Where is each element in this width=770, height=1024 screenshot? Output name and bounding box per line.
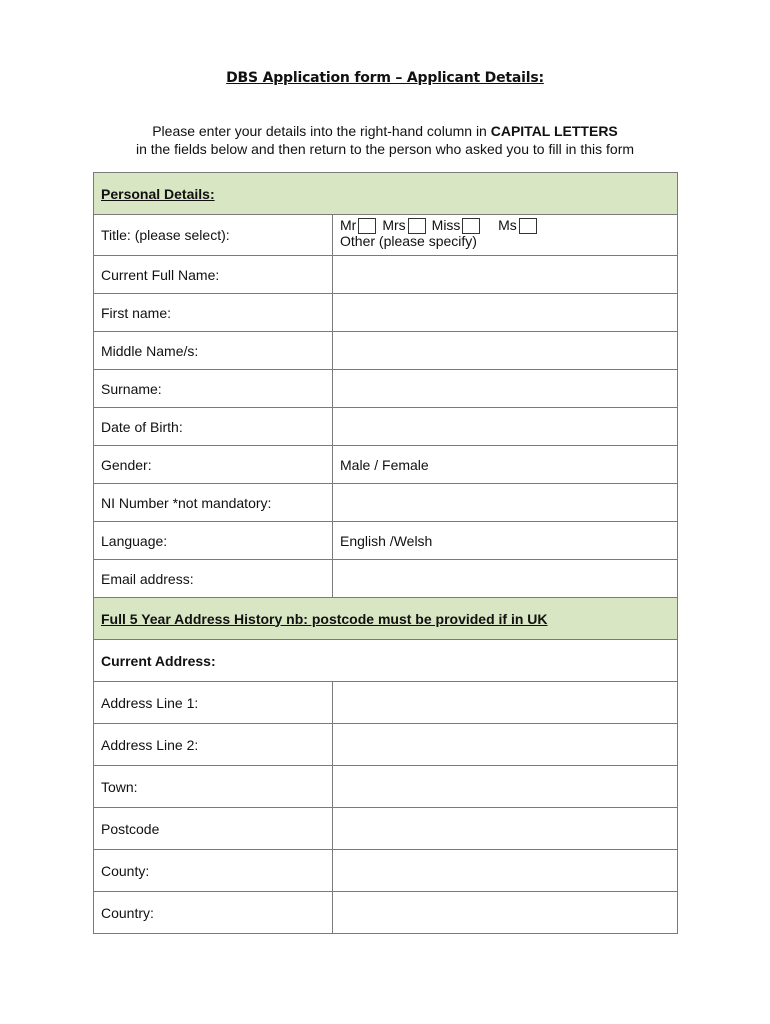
first-name-input[interactable] — [333, 294, 678, 332]
title-other-label[interactable]: Other (please specify) — [340, 233, 477, 249]
language-field[interactable]: English /Welsh — [333, 522, 678, 560]
field-label: Town: — [94, 766, 333, 808]
surname-row — [94, 370, 678, 408]
field-label: Surname: — [94, 370, 333, 408]
personal-details-heading: Personal Details: — [94, 173, 678, 215]
address-line-2-row — [94, 724, 678, 766]
field-label: Address Line 2: — [94, 724, 333, 766]
date-of-birth-input[interactable] — [333, 408, 678, 446]
country-row — [94, 892, 678, 934]
email-input[interactable] — [333, 560, 678, 598]
field-label: Gender: — [94, 446, 333, 484]
field-label: Postcode — [94, 808, 333, 850]
county-row — [94, 850, 678, 892]
field-label: Date of Birth: — [94, 408, 333, 446]
title-option-mr: Mr — [340, 218, 382, 234]
instructions-line-1: Please enter your details into the right-hand column in CAPITAL LETTERS — [152, 123, 618, 139]
postcode-input[interactable] — [333, 808, 678, 850]
applicant-details-form — [93, 172, 678, 934]
town-input[interactable] — [333, 766, 678, 808]
field-label: Address Line 1: — [94, 682, 333, 724]
address-line-2-input[interactable] — [333, 724, 678, 766]
address-history-section-row — [94, 598, 678, 640]
title-options — [333, 215, 678, 256]
instructions-emphasis: CAPITAL LETTERS — [490, 123, 618, 139]
title-option-ms: Ms — [498, 218, 543, 234]
gender-row — [94, 446, 678, 484]
field-label: Country: — [94, 892, 333, 934]
miss-checkbox[interactable] — [462, 218, 480, 234]
ni-number-row — [94, 484, 678, 522]
field-label: First name: — [94, 294, 333, 332]
postcode-row — [94, 808, 678, 850]
title-option-mrs: Mrs — [382, 218, 431, 234]
ms-checkbox[interactable] — [519, 218, 537, 234]
field-label: Language: — [94, 522, 333, 560]
address-line-1-row — [94, 682, 678, 724]
county-input[interactable] — [333, 850, 678, 892]
current-address-heading: Current Address: — [94, 640, 678, 682]
ni-number-input[interactable] — [333, 484, 678, 522]
page-title: DBS Application form – Applicant Details: — [226, 70, 544, 86]
mrs-checkbox[interactable] — [408, 218, 426, 234]
field-label: Current Full Name: — [94, 256, 333, 294]
gender-field[interactable]: Male / Female — [333, 446, 678, 484]
instructions-line-2: in the fields below and then return to the person who asked you to fill in this form — [135, 141, 635, 157]
address-history-heading: Full 5 Year Address History nb: postcode must be provided if in UK — [94, 598, 678, 640]
instructions — [0, 122, 770, 158]
country-input[interactable] — [333, 892, 678, 934]
field-label: NI Number *not mandatory: — [94, 484, 333, 522]
surname-input[interactable] — [333, 370, 678, 408]
mr-checkbox[interactable] — [358, 218, 376, 234]
middle-name-row — [94, 332, 678, 370]
field-label: Email address: — [94, 560, 333, 598]
full-name-row — [94, 256, 678, 294]
date-of-birth-row — [94, 408, 678, 446]
address-line-1-input[interactable] — [333, 682, 678, 724]
email-row — [94, 560, 678, 598]
current-address-row — [94, 640, 678, 682]
language-row — [94, 522, 678, 560]
field-label: County: — [94, 850, 333, 892]
field-label: Middle Name/s: — [94, 332, 333, 370]
full-name-input[interactable] — [333, 256, 678, 294]
title-option-miss: Miss — [432, 218, 487, 234]
title-row — [94, 215, 678, 256]
middle-name-input[interactable] — [333, 332, 678, 370]
personal-details-section-row — [94, 173, 678, 215]
title-label: Title: (please select): — [94, 215, 333, 256]
first-name-row — [94, 294, 678, 332]
town-row — [94, 766, 678, 808]
